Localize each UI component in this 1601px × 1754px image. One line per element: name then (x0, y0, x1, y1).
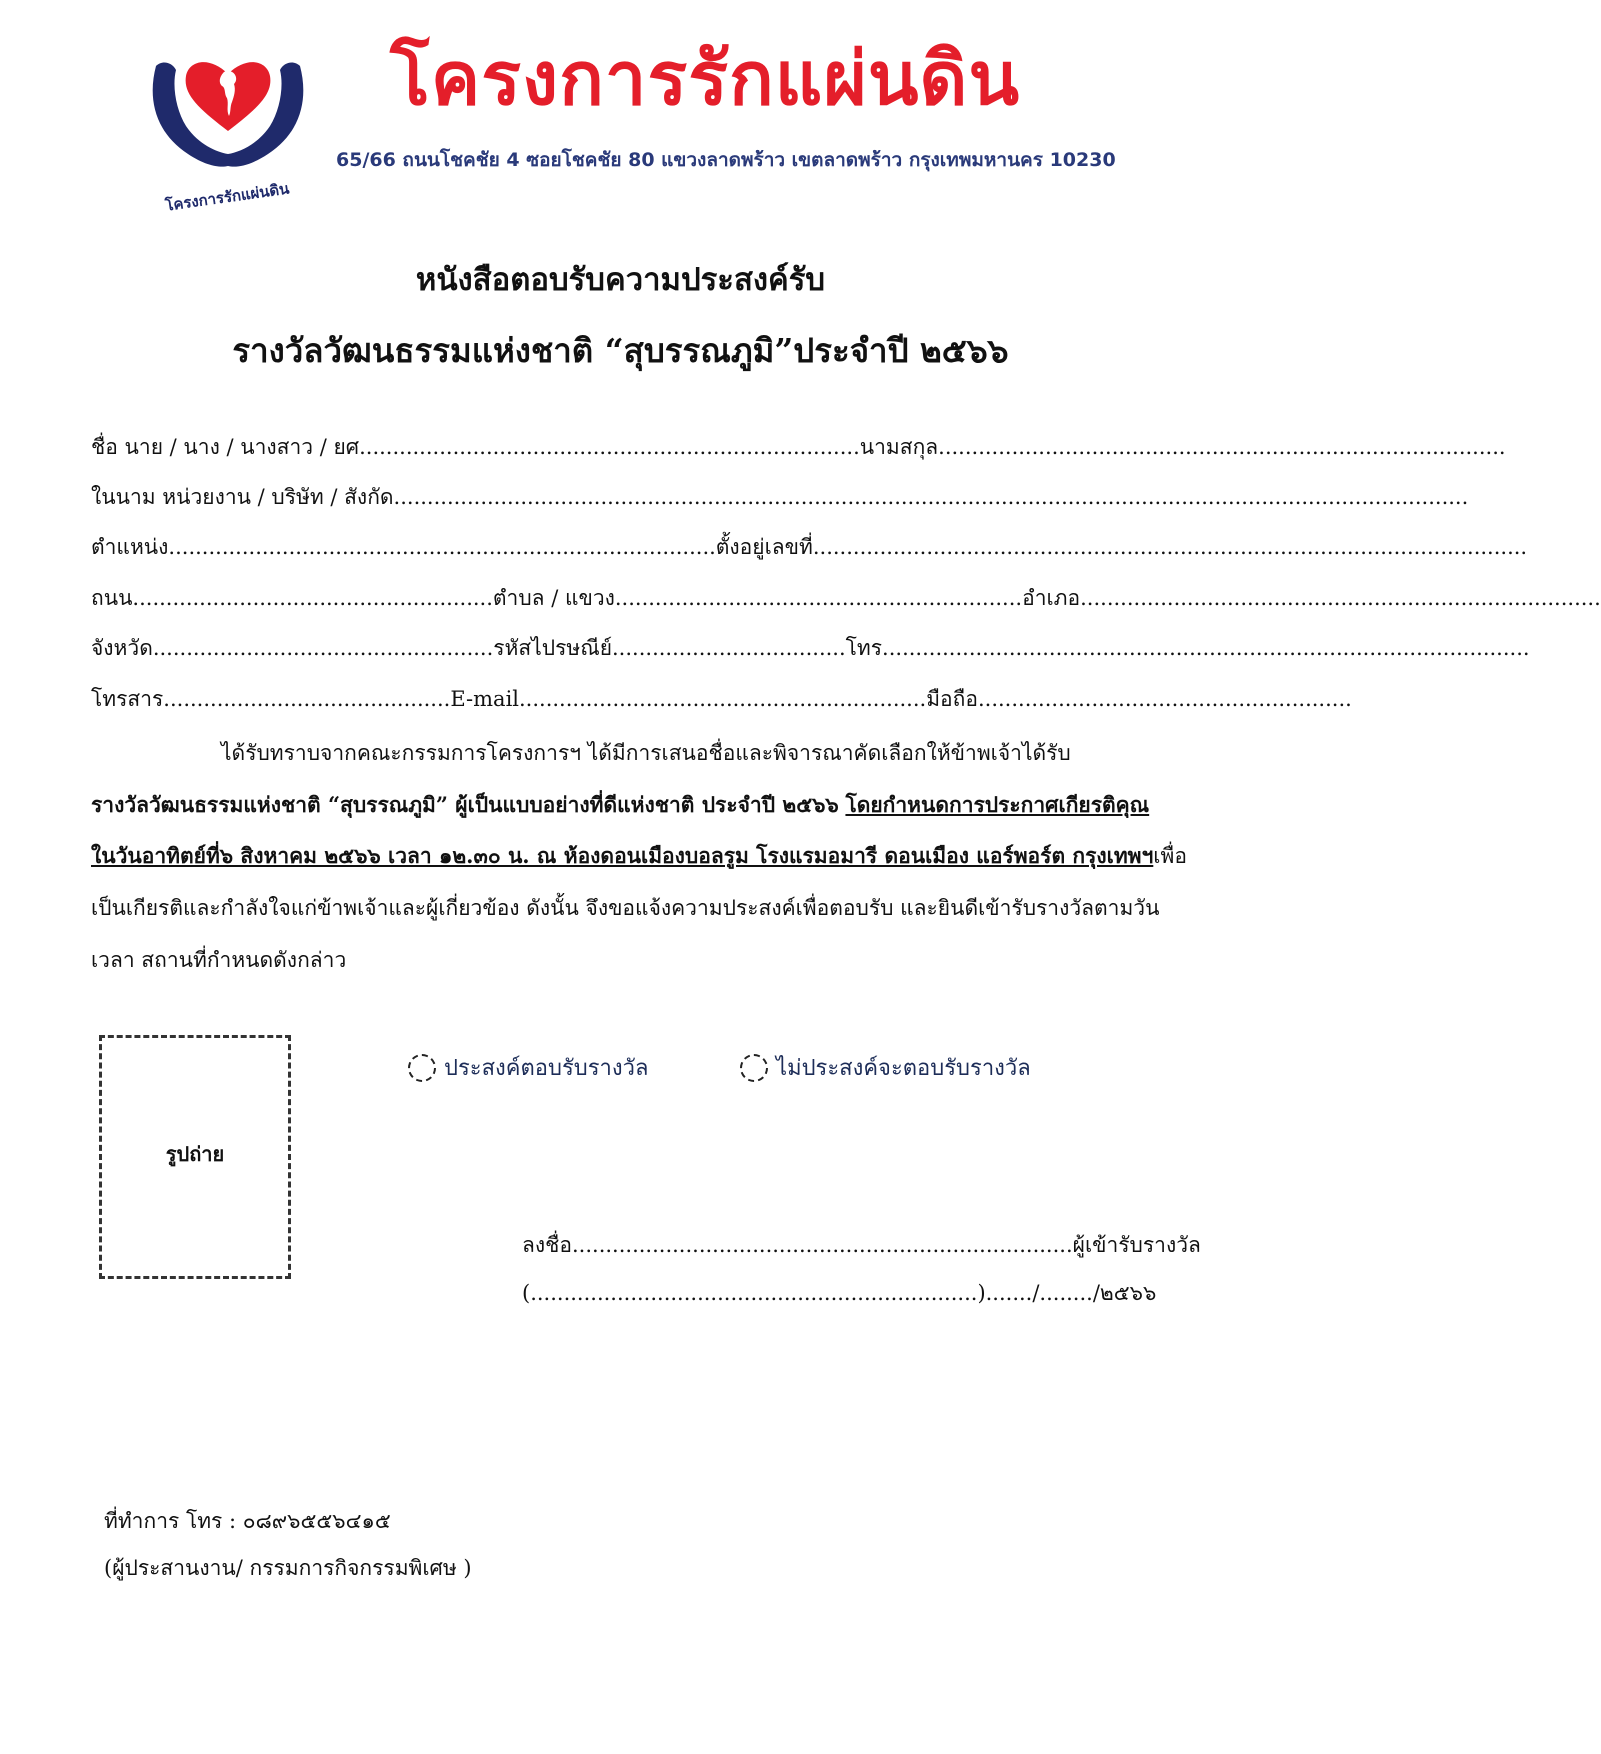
organization-logo (128, 26, 328, 216)
organization-name: โครงการรักแผ่นดิน (390, 36, 1021, 122)
logo-text: โครงการรักแผ่นดิน (164, 179, 291, 215)
decline-label: ไม่ประสงค์จะตอบรับรางวัล (776, 1056, 1031, 1081)
document-subtitle: รางวัลวัฒนธรรมแห่งชาติ “สุบรรณภูมิ”ประจำปี ๒๕๖๖ (232, 331, 1009, 370)
province-postcode-phone-field-line[interactable]: จังหวัด...................................................รหัสไปรษณีย์...................................โทร................................................................................................. (91, 636, 1530, 660)
signature-line[interactable]: ลงชื่อ...........................................................................ผู้เข้ารับรางวัล (522, 1233, 1201, 1257)
accept-option[interactable] (408, 1050, 648, 1085)
organization-address: 65/66 ถนนโชคชัย 4 ซอยโชคชัย 80 แขวงลาดพร้าว เขตลาดพร้าว กรุงเทพมหานคร 10230 (336, 149, 1116, 171)
paragraph-line-5: เวลา สถานที่กำหนดดังกล่าว (91, 948, 347, 972)
award-statement: รางวัลวัฒนธรรมแห่งชาติ “สุบรรณภูมิ” ผู้เป็นแบบอย่างที่ดีแห่งชาติ ประจำปี ๒๕๖๖ (91, 792, 839, 817)
road-district-field-line[interactable]: ถนน......................................................ตำบล / แขวง.............................................................อำเภอ.............................................................................. (91, 586, 1601, 610)
paragraph-line-2 (91, 790, 1168, 820)
name-date-line[interactable]: (...................................................................)......./......../๒๕๖๖ (522, 1281, 1157, 1305)
photo-placeholder (99, 1035, 291, 1279)
office-phone: ที่ทำการ โทร : ๐๘๙๖๕๕๖๔๑๕ (104, 1509, 391, 1533)
paragraph-line-3 (91, 841, 1187, 871)
accept-radio[interactable] (408, 1054, 436, 1082)
position-address-field-line[interactable]: ตำแหน่ง..................................................................................ตั้งอยู่เลขที่........................................................................................................... (91, 535, 1528, 559)
paragraph-line-3-rest: เพื่อ (1153, 844, 1187, 868)
paragraph-line-1: ได้รับทราบจากคณะกรรมการโครงการฯ ได้มีการเสนอชื่อและพิจารณาคัดเลือกให้ข้าพเจ้าได้รับ (221, 741, 1071, 765)
decline-radio[interactable] (740, 1054, 768, 1082)
ceremony-date-venue: ในวันอาทิตย์ที่๖ สิงหาคม ๒๕๖๖ เวลา ๑๒.๓๐ น. ณ ห้องดอนเมืองบอลรูม โรงแรมอมารี ดอนเมือง แอร์พอร์ต กรุงเทพฯ (91, 843, 1154, 868)
coordinator-role: (ผู้ประสานงาน/ กรรมการกิจกรรมพิเศษ ) (104, 1556, 472, 1580)
accept-label: ประสงค์ตอบรับรางวัล (444, 1056, 649, 1081)
photo-label: รูปถ่าย (165, 1142, 225, 1166)
decline-option[interactable] (740, 1050, 1031, 1085)
document-title: หนังสือตอบรับความประสงค์รับ (415, 262, 826, 298)
ceremony-announcement: โดยกำหนดการประกาศเกียรติคุณ (845, 792, 1150, 817)
organization-field-line[interactable]: ในนาม หน่วยงาน / บริษัท / สังกัด................................................................................................................................................................. (91, 485, 1469, 509)
fax-email-mobile-field-line[interactable]: โทรสาร...........................................E-mail.............................................................มือถือ........................................................ (91, 687, 1352, 711)
paragraph-line-4: เป็นเกียรติและกำลังใจแก่ข้าพเจ้าและผู้เกี่ยวข้อง ดังนั้น จึงขอแจ้งความประสงค์เพื่อตอบรับ และยินดีเข้ารับรางวัลตามวัน (91, 896, 1160, 920)
name-field-line[interactable]: ชื่อ นาย / นาง / นางสาว / ยศ...........................................................................นามสกุล..................................................................................... (91, 435, 1506, 459)
